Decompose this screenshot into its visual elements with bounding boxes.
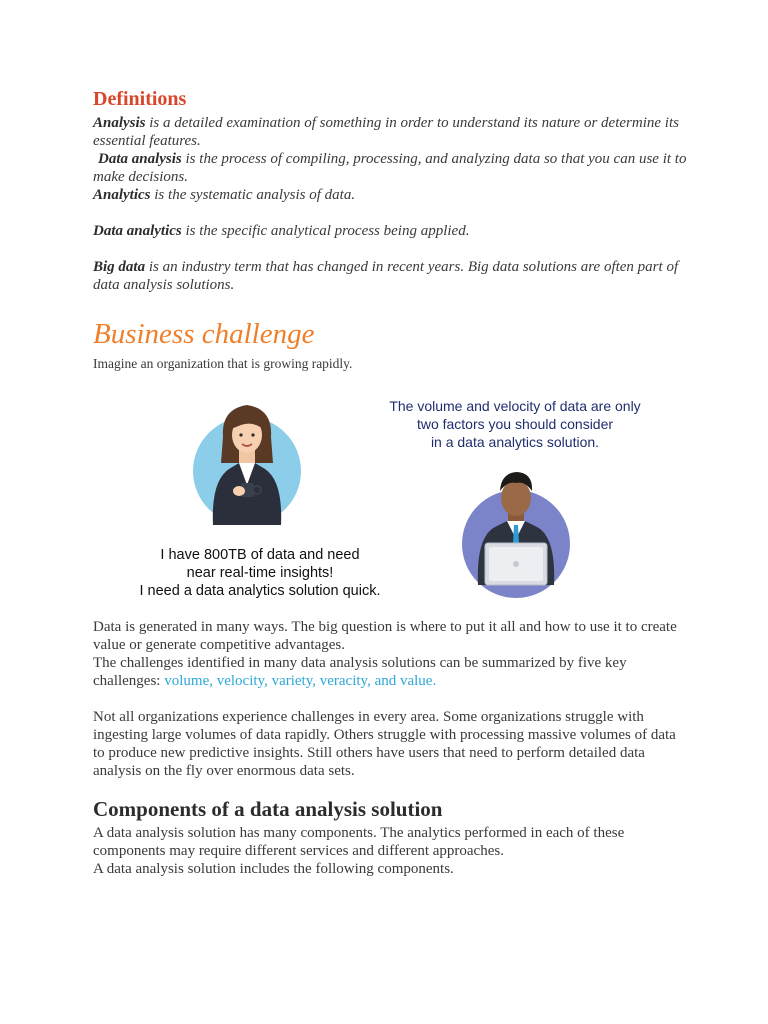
components-paragraph-1: A data analysis solution has many components. The analytics performed in each of these components may require different services and different approaches. <box>93 825 625 859</box>
definition-term: Big data <box>93 259 146 275</box>
definition-term: Analytics <box>93 187 151 203</box>
definition-term: Data analytics <box>93 223 182 239</box>
definition-analytics <box>93 186 693 204</box>
definition-term: Data analysis <box>98 151 182 167</box>
definition-data-analysis <box>93 150 693 186</box>
caption-line: in a data analytics solution. <box>430 434 600 450</box>
figure-caption-right <box>370 397 660 451</box>
paragraph-line: The challenges identified in many data analysis solutions can be summarized by five key challenges: <box>93 655 627 689</box>
components-paragraph-2: A data analysis solution includes the following components. <box>93 861 454 877</box>
components-heading: Components of a data analysis solution <box>93 797 443 821</box>
business-intro: Imagine an organization that is growing rapidly. <box>93 356 353 371</box>
definition-text: is the systematic analysis of data. <box>150 187 356 203</box>
definition-text: is an industry term that has changed in recent years. Big data solutions are often part of data analysis solutions. <box>93 259 679 293</box>
woman-illustration <box>193 405 301 525</box>
definitions-heading: Definitions <box>93 88 187 110</box>
definition-big-data <box>93 258 693 294</box>
definition-data-analytics <box>93 222 693 240</box>
caption-line: I have 800TB of data and need <box>160 547 360 563</box>
definition-text: is a detailed examination of something in order to understand its nature or determine its essential features. <box>93 115 679 149</box>
key-challenges-highlight: volume, velocity, variety, veracity, and value. <box>164 673 437 689</box>
business-challenge-heading: Business challenge <box>93 318 315 350</box>
caption-line: The volume and velocity of data are only <box>389 398 641 414</box>
definition-term: Analysis <box>93 115 146 131</box>
business-paragraph-2: Not all organizations experience challenges in every area. Some organizations struggle with ingesting large volumes of data rapidly. Others struggle with processing massive volumes of data to produce new predictive insights. Still others have users that need to perform detailed data analysis on the fly over enormous data sets. <box>93 709 676 779</box>
caption-line: two factors you should consider <box>416 416 614 432</box>
business-paragraph-1 <box>93 618 683 690</box>
figure-caption-left <box>100 546 420 600</box>
man-with-laptop-illustration <box>462 472 570 598</box>
definition-text: is the specific analytical process being applied. <box>181 223 470 239</box>
definition-text: is the process of compiling, processing, and analyzing data so that you can use it to make decisions. <box>93 151 687 185</box>
caption-line: near real-time insights! <box>186 565 334 581</box>
definition-analysis <box>93 114 693 150</box>
caption-line: I need a data analytics solution quick. <box>139 583 381 599</box>
paragraph-line: Data is generated in many ways. The big question is where to put it all and how to use it to create value or generate competitive advantages. <box>93 619 677 653</box>
